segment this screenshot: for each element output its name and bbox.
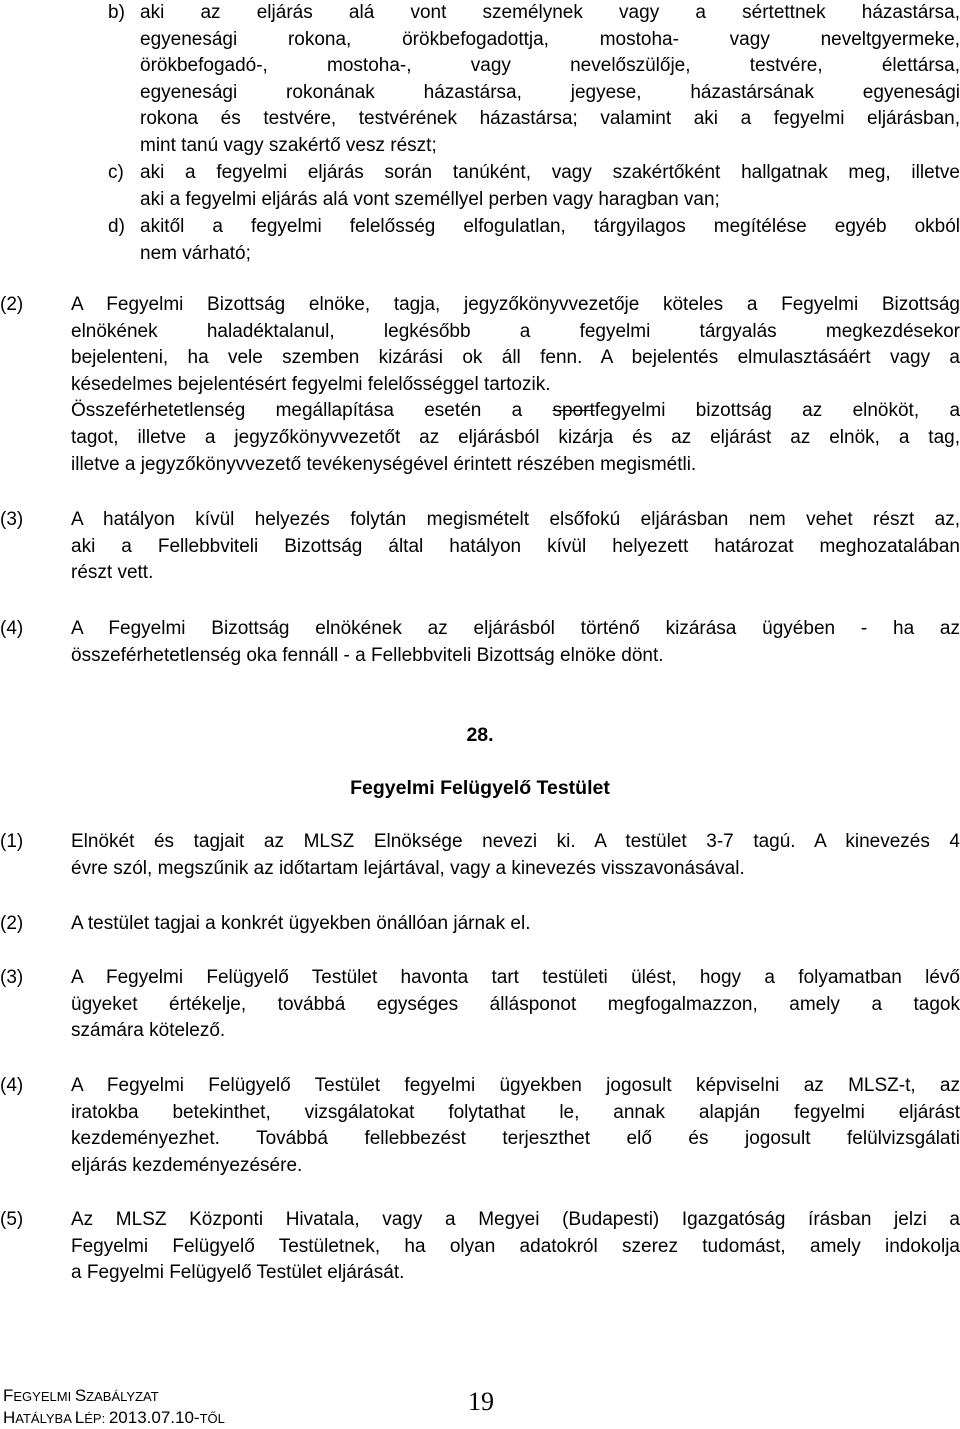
text-line: mint tanú vagy szakértő vesz részt; (140, 134, 437, 156)
text-line: bejelenteni, ha vele szemben kizárási ok áll fenn. A bejelentés elmulasztásáért vagy a (71, 347, 960, 369)
list-item-d (108, 214, 960, 267)
section-title: Fegyelmi Felügyelő Testület (350, 777, 610, 799)
footer-title: FEGYELMI SZABÁLYZAT (3, 1386, 159, 1405)
text-line: a Fegyelmi Felügyelő Testület eljárását. (71, 1262, 405, 1284)
text-line: aki az eljárás alá vont személynek vagy a sértettnek házastársa, (140, 2, 960, 23)
footer-effective-date: HATÁLYBA LÉP: 2013.07.10-TŐL (3, 1408, 225, 1427)
text-line: iratokba betekinthet, vizsgálatokat folytathat le, annak alapján fegyelmi eljárást (71, 1101, 960, 1123)
paragraph-4 (0, 616, 960, 669)
text-line: egyenesági rokona, örökbefogadottja, mostoha- vagy neveltgyermeke, (140, 28, 960, 50)
text-line: A Fegyelmi Bizottság elnökének az eljárásból történő kizárása ügyében - ha az (71, 618, 960, 639)
text-line: kezdeményezhet. Továbbá fellebbezést terjeszthet elő és jogosult felülvizsgálati (71, 1128, 960, 1150)
text-line: örökbefogadó-, mostoha-, vagy nevelőszülője, testvére, élettársa, (140, 55, 960, 77)
paragraph-2 (0, 292, 960, 478)
text-line: egyenesági rokonának házastársa, jegyese, házastársának egyenesági (140, 81, 960, 103)
text-line: késedelmes bejelentésért fegyelmi felelősséggel tartozik. (71, 373, 551, 395)
text-line: akitől a fegyelmi felelősség elfogulatlan, tárgyilagos megítélése egyéb okból (140, 216, 960, 237)
text-line: részt vett. (71, 562, 154, 584)
section-item-5 (0, 1207, 960, 1287)
text-fragment: fegyelmi bizottság az elnököt, a (594, 400, 960, 422)
item-label: b) (108, 2, 125, 23)
paragraph-label: (3) (0, 509, 24, 530)
text-line: rokona és testvére, testvérének házastársa; valamint aki a fegyelmi eljárásban, (140, 108, 960, 130)
section-item-4 (0, 1073, 960, 1179)
text-line: A testület tagjai a konkrét ügyekben önállóan járnak el. (71, 913, 531, 934)
item-label: d) (108, 216, 125, 237)
text-line: A hatályon kívül helyezés folytán megismételt elsőfokú eljárásban nem vehet részt az, (71, 509, 960, 530)
text-line: aki a fegyelmi eljárás alá vont személlyel perben vagy haragban van; (140, 188, 720, 210)
text-line: A Fegyelmi Felügyelő Testület fegyelmi ügyekben jogosult képviselni az MLSZ-t, az (71, 1075, 960, 1096)
text-line: évre szól, megszűnik az időtartam lejártával, vagy a kinevezés visszavonásával. (71, 857, 745, 879)
text-line: tagot, illetve a jegyzőkönyvvezetőt az eljárásból kizárja és az eljárást az elnök, a tag, (71, 426, 960, 448)
footer-document-info (3, 1385, 225, 1429)
paragraph-label: (2) (0, 294, 24, 315)
section-item-3 (0, 965, 960, 1045)
text-line: ügyeket értékelje, továbbá egységes állásponot megfogalmazzon, amely a tagok (71, 993, 960, 1015)
paragraph-label: (2) (0, 913, 24, 934)
text-line: nem várható; (140, 242, 251, 264)
section-item-2 (0, 911, 960, 938)
text-line: A Fegyelmi Bizottság elnöke, tagja, jegyzőkönyvvezetője köteles a Fegyelmi Bizottság (71, 294, 960, 315)
text-line: számára kötelező. (71, 1020, 226, 1042)
struck-word: sport (552, 400, 595, 422)
item-label: c) (108, 162, 124, 183)
list-item-c (108, 160, 960, 213)
text-line: eljárás kezdeményezésére. (71, 1154, 303, 1176)
text-line: Elnökét és tagjait az MLSZ Elnöksége nevezi ki. A testület 3-7 tagú. A kinevezés 4 (71, 831, 960, 852)
section-item-1 (0, 829, 960, 882)
text-line: összeférhetetlenség oka fennáll - a Fellebbviteli Bizottság elnöke dönt. (71, 644, 664, 666)
text-fragment: Összeférhetetlenség megállapítása esetén a (71, 400, 553, 422)
text-line: aki a fegyelmi eljárás során tanúként, vagy szakértőként hallgatnak meg, illetve (140, 162, 960, 183)
text-line: illetve a jegyzőkönyvvezető tevékenységével érintett részében megismétli. (71, 453, 697, 475)
text-line: A Fegyelmi Felügyelő Testület havonta tart testületi ülést, hogy a folyamatban lévő (71, 967, 960, 988)
text-line: Az MLSZ Központi Hivatala, vagy a Megyei (Budapesti) Igazgatóság írásban jelzi a (71, 1209, 960, 1230)
page-number: 19 (468, 1387, 494, 1416)
paragraph-label: (4) (0, 618, 24, 639)
list-item-b (108, 0, 960, 160)
paragraph-label: (5) (0, 1209, 24, 1230)
paragraph-label: (4) (0, 1075, 24, 1096)
paragraph-3 (0, 507, 960, 587)
text-line: elnökének haladéktalanul, legkésőbb a fegyelmi tárgyalás megkezdésekor (71, 320, 960, 342)
text-line: aki a Fellebbviteli Bizottság által hatályon kívül helyezett határozat meghozatalában (71, 535, 960, 557)
text-line-with-strike (71, 398, 960, 425)
section-number: 28. (466, 724, 494, 746)
paragraph-label: (1) (0, 831, 24, 852)
text-line: Fegyelmi Felügyelő Testületnek, ha olyan adatokról szerez tudomást, amely indokolja (71, 1235, 960, 1257)
paragraph-label: (3) (0, 967, 24, 988)
